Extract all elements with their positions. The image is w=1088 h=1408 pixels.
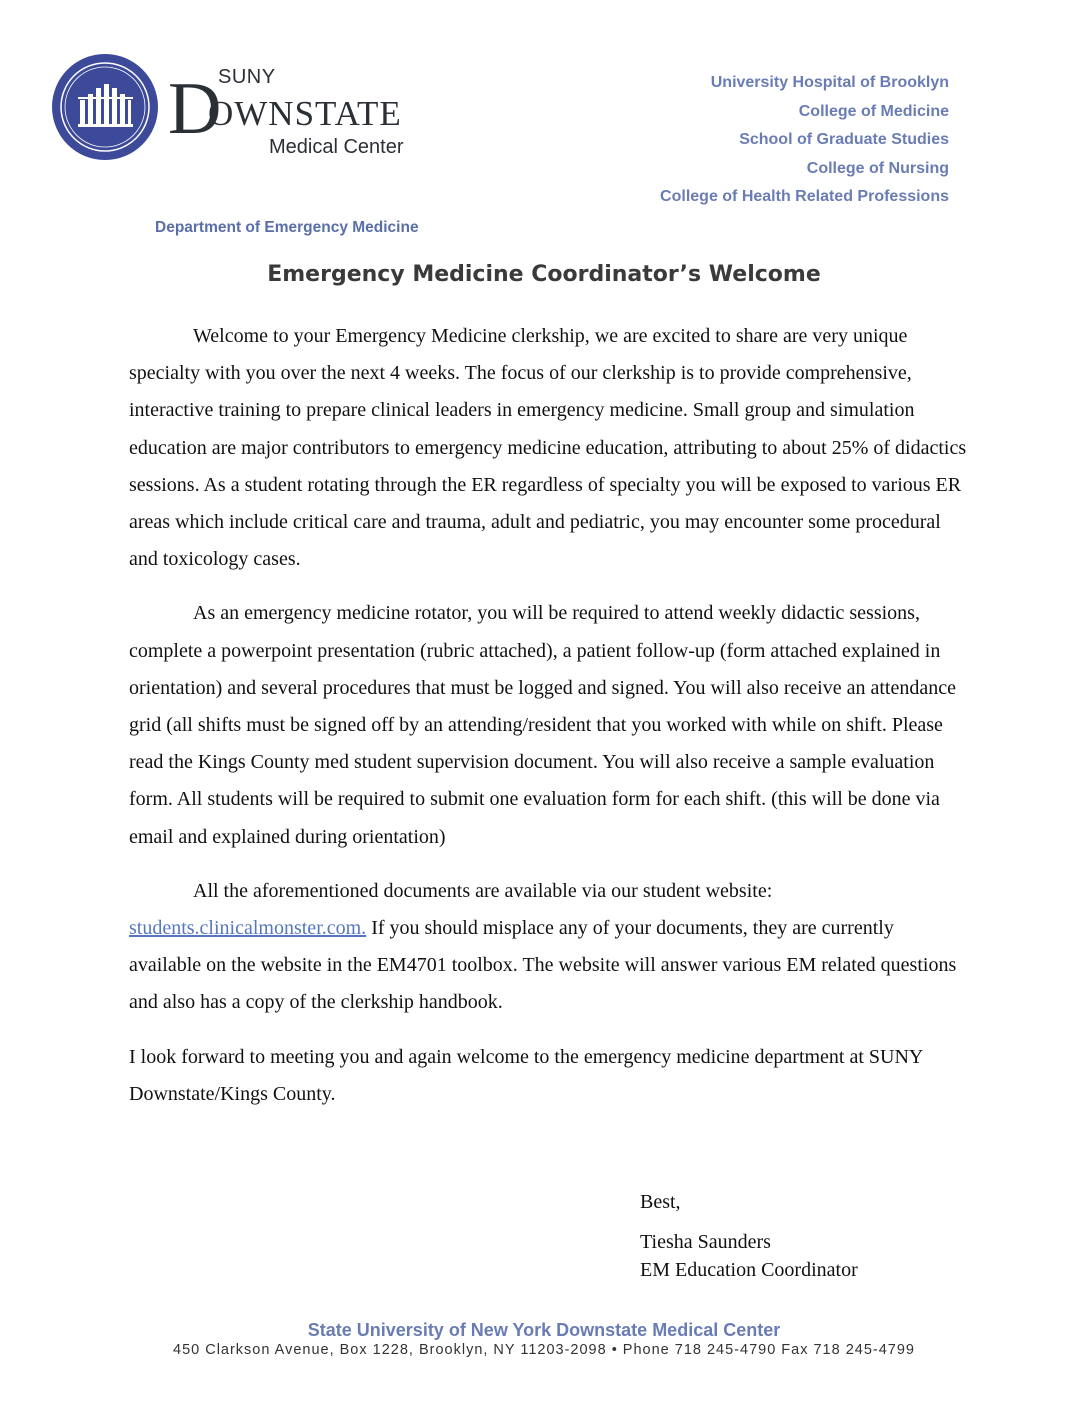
college-list: [660, 73, 949, 216]
wordmark-ownstate: OWNSTATE: [208, 94, 402, 133]
documents-intro: All the aforementioned documents are available via our student website:: [193, 879, 773, 902]
college-item: College of Nursing: [806, 159, 949, 177]
wordmark-suny: SUNY: [218, 66, 276, 88]
paragraph-documents: [129, 873, 969, 1022]
wordmark-medical-center: Medical Center: [269, 136, 404, 158]
college-item: University Hospital of Brooklyn: [710, 74, 949, 91]
footer-institution: State University of New York Downstate Medical Center: [307, 1320, 781, 1340]
suny-downstate-seal-icon: [50, 52, 160, 162]
paragraph-requirements: As an emergency medicine rotator, you will be required to attend weekly didactic sessions, complete a powerpoint presentation (rubric attached), a patient follow-up (form attached explained in orientation) and several procedures that must be logged and signed. You will also receive an attendance grid (all shifts must be signed off by an attending/resident that you worked with while on shift. Please read the Kings County med student supervision document. You will also receive a sample evaluation form. All students will be required to submit one evaluation form for each shift. (this will be done via email and explained during orientation): [129, 602, 956, 848]
college-item: College of Medicine: [798, 102, 949, 120]
paragraph-closing: I look forward to meeting you and again welcome to the emergency medicine department at SUNY Downstate/Kings County.: [129, 1045, 923, 1105]
documents-rest: If you should misplace any of your documents, they are currently available on the website in the EM4701 toolbox. The website will answer various EM related questions and also has a copy of the clerkship handbook.: [129, 917, 957, 1014]
department-name: Department of Emergency Medicine: [155, 219, 419, 236]
paragraph-welcome: Welcome to your Emergency Medicine clerkship, we are excited to share are very unique specialty with you over the next 4 weeks. The focus of our clerkship is to provide comprehensive, interactive training to prepare clinical leaders in emergency medicine. Small group and simulation education are major contributors to emergency medicine education, attributing to about 25% of didactics sessions. As a student rotating through the ER regardless of specialty you will be exposed to various ER areas which include critical care and trauma, adult and pediatric, you may encounter some procedural and toxicology cases.: [129, 325, 967, 571]
signature-block: [640, 1191, 858, 1284]
college-item: School of Graduate Studies: [739, 131, 949, 148]
letter-body: [129, 318, 969, 1113]
signature-role: EM Education Coordinator: [640, 1259, 858, 1281]
college-item: College of Health Related Professions: [660, 188, 949, 205]
footer-address: 450 Clarkson Avenue, Box 1228, Brooklyn, NY 11203-2098 • Phone 718 245-4790 Fax 718 245-4799: [173, 1342, 915, 1358]
wordmark-big-d: D: [168, 68, 222, 150]
signature-closing: Best,: [640, 1191, 681, 1213]
letter-title: Emergency Medicine Coordinator’s Welcome: [267, 262, 821, 287]
signature-name: Tiesha Saunders: [640, 1231, 771, 1253]
student-website-link[interactable]: students.clinicalmonster.com.: [129, 917, 367, 940]
